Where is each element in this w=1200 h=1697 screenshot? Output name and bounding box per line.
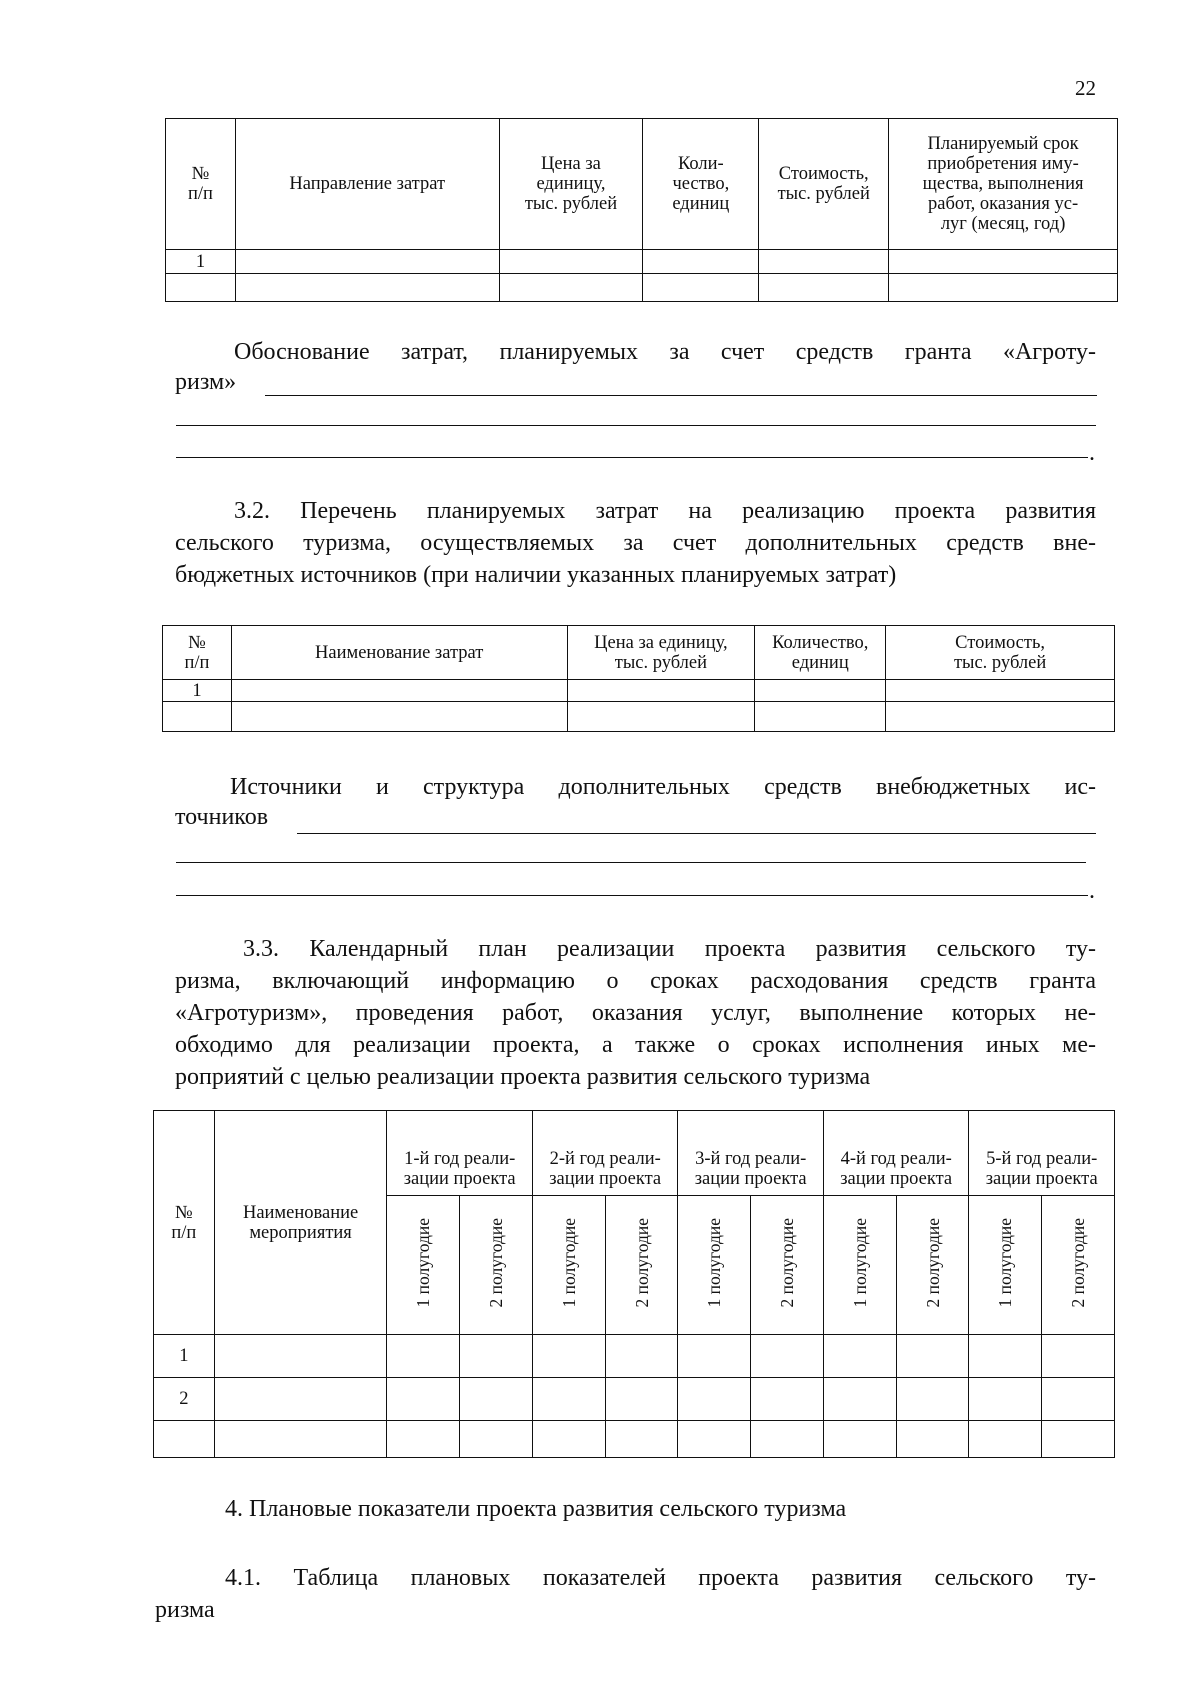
table-cell	[567, 702, 755, 732]
row-num: 1	[163, 680, 232, 702]
header-year-5: 5-й год реали- зации проекта	[969, 1111, 1115, 1196]
header-term: Планируемый срок приобретения иму- щества, выполнения работ, оказания ус- луг (месяц, год)	[889, 119, 1118, 250]
header-num: № п/п	[163, 626, 232, 680]
extra-costs-table	[162, 625, 1115, 732]
table-cell	[889, 250, 1118, 274]
header-half-1: 1 полугодие	[387, 1196, 460, 1335]
table-row	[154, 1335, 1115, 1378]
header-year-3: 3-й год реали- зации проекта	[678, 1111, 824, 1196]
table-cell	[759, 274, 889, 302]
header-year-4: 4-й год реали- зации проекта	[823, 1111, 969, 1196]
header-half-2: 2 полугодие	[896, 1196, 969, 1335]
fill-line	[265, 395, 1097, 396]
justification-line1: Обоснование затрат, планируемых за счет средств гранта «Агроту-	[234, 339, 1096, 365]
header-qty: Количество, единиц	[755, 626, 886, 680]
fill-line	[297, 833, 1096, 834]
table-row	[154, 1421, 1115, 1458]
end-period: .	[1089, 440, 1095, 466]
section-4-1-line2: ризма	[155, 1597, 215, 1623]
header-half-1: 1 полугодие	[532, 1196, 605, 1335]
table-cell	[755, 702, 886, 732]
header-price: Цена за единицу, тыс. рублей	[567, 626, 755, 680]
section-3-3-line3: «Агротуризм», проведения работ, оказания услуг, выполнение которых не-	[175, 1000, 1096, 1026]
cost-directions-table	[165, 118, 1118, 302]
table-cell	[643, 250, 759, 274]
header-half-1: 1 полугодие	[823, 1196, 896, 1335]
header-num: № п/п	[154, 1111, 215, 1335]
sources-line1: Источники и структура дополнительных средств внебюджетных ис-	[230, 774, 1096, 800]
page-number: 22	[1075, 76, 1096, 100]
header-half-1: 1 полугодие	[678, 1196, 751, 1335]
header-half-2: 2 полугодие	[751, 1196, 824, 1335]
sources-line2: точников	[175, 804, 269, 830]
header-half-2: 2 полугодие	[605, 1196, 678, 1335]
header-qty: Коли- чество, единиц	[643, 119, 759, 250]
table-cell	[163, 702, 232, 732]
row-num: 1	[154, 1335, 215, 1378]
header-num: № п/п	[166, 119, 236, 250]
table-cell	[231, 680, 567, 702]
section-4-heading: 4. Плановые показатели проекта развития сельского туризма	[225, 1496, 847, 1522]
table-cell	[886, 680, 1115, 702]
table-cell	[166, 274, 236, 302]
table-cell	[235, 250, 499, 274]
row-num: 2	[154, 1378, 215, 1421]
fill-line	[176, 425, 1096, 426]
table-cell	[643, 274, 759, 302]
fill-line	[176, 862, 1086, 863]
table-cell	[231, 702, 567, 732]
fill-line	[176, 895, 1088, 896]
header-half-2: 2 полугодие	[1042, 1196, 1115, 1335]
header-name: Наименование затрат	[231, 626, 567, 680]
section-3-3-line4: обходимо для реализации проекта, а также о сроках исполнения иных ме-	[175, 1032, 1096, 1058]
table-cell	[235, 274, 499, 302]
end-period: .	[1089, 878, 1095, 904]
table-cell	[889, 274, 1118, 302]
header-year-1: 1-й год реали- зации проекта	[387, 1111, 533, 1196]
table-cell	[499, 250, 643, 274]
table-cell	[759, 250, 889, 274]
header-year-2: 2-й год реали- зации проекта	[532, 1111, 678, 1196]
justification-line2: ризм»	[175, 369, 237, 395]
table-cell	[567, 680, 755, 702]
section-3-2-line1: 3.2. Перечень планируемых затрат на реализацию проекта развития	[234, 498, 1096, 524]
table-cell	[886, 702, 1115, 732]
header-name: Наименование мероприятия	[214, 1111, 387, 1335]
section-4-1-line1: 4.1. Таблица плановых показателей проекта развития сельского ту-	[225, 1565, 1096, 1591]
table-row	[154, 1378, 1115, 1421]
header-half-1: 1 полугодие	[969, 1196, 1042, 1335]
section-3-3-line5: роприятий с целью реализации проекта развития сельского туризма	[175, 1064, 871, 1090]
section-3-2-line3: бюджетных источников (при наличии указанных планируемых затрат)	[175, 562, 897, 588]
header-price: Цена за единицу, тыс. рублей	[499, 119, 643, 250]
row-num: 1	[166, 250, 236, 274]
table-cell	[755, 680, 886, 702]
section-3-2-line2: сельского туризма, осуществляемых за счет дополнительных средств вне-	[175, 530, 1096, 556]
calendar-plan-table	[153, 1110, 1115, 1458]
row-num	[154, 1421, 215, 1458]
fill-line	[176, 457, 1088, 458]
header-cost: Стоимость, тыс. рублей	[759, 119, 889, 250]
section-3-3-line2: ризма, включающий информацию о сроках расходования средств гранта	[175, 968, 1096, 994]
section-3-3-line1: 3.3. Календарный план реализации проекта развития сельского ту-	[243, 936, 1096, 962]
header-half-2: 2 полугодие	[460, 1196, 533, 1335]
table-cell	[499, 274, 643, 302]
header-direction: Направление затрат	[235, 119, 499, 250]
header-cost: Стоимость, тыс. рублей	[886, 626, 1115, 680]
